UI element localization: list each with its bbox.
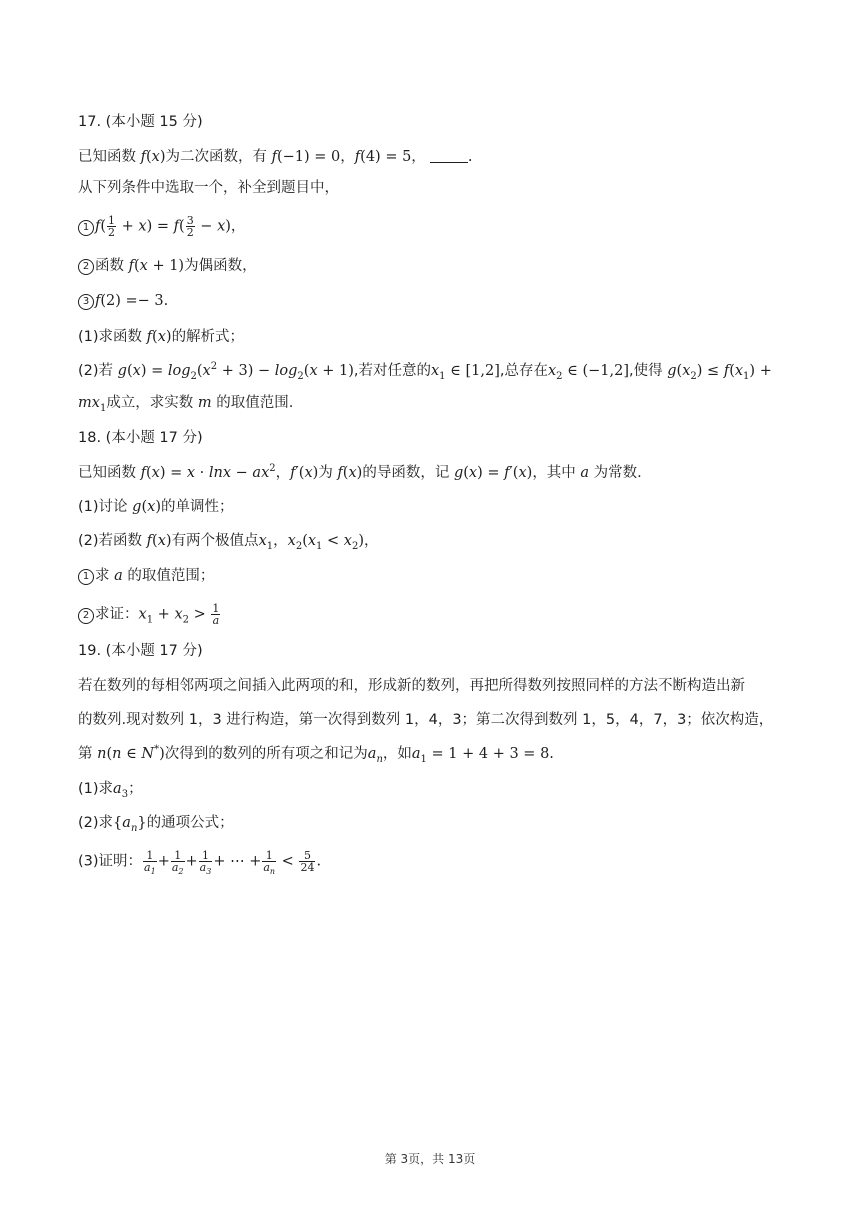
q19-part-1: (1)求$a_3$； <box>78 781 143 800</box>
q17-header: 17. (本小题 15 分) <box>78 114 203 130</box>
circled-number: 3 <box>78 294 94 310</box>
q19-statement-line-3: 第 n(n ∈ N*)次得到的数列的所有项之和记为$a_n$，如$a_1 = 1 + 4 + 3 = 8$. <box>78 744 554 765</box>
answer-blank <box>430 162 468 163</box>
q17-part-1: (1)求函数 f(x)的解析式； <box>78 329 245 345</box>
q18-part-2: (2)若函数 f(x)有两个极值点$x_1$，$x_2(x_1 < x_2)$， <box>78 533 379 552</box>
circled-number: 2 <box>78 608 94 624</box>
q18-sub-1: 1 求 a 的取值范围； <box>78 566 214 586</box>
q17-part-2-line-1: (2)若 $g(x) = \log_2(x^2 + 3) - \log_2(x + 1)$,若对任意的$x_1$ ∈ [1,2],总存在$x_2$ ∈ (−1,2],使得 $g(x_2) \le f(x_1)$ + <box>78 361 772 382</box>
q17-condition-2: 2 函数 f(x + 1)为偶函数， <box>78 256 257 276</box>
q18-header: 18. (本小题 17 分) <box>78 430 203 446</box>
page-footer: 第 3页，共 13页 <box>384 1152 476 1166</box>
q19-statement-line-2: 的数列.现对数列 1，3 进行构造，第一次得到数列 1，4，3；第二次得到数列 1，5，4，7，3；依次构造， <box>78 712 774 728</box>
circled-number: 1 <box>78 569 94 585</box>
q17-instruction: 从下列条件中选取一个，补全到题目中， <box>78 180 339 196</box>
q18-part-1: (1)讨论 g(x)的单调性； <box>78 499 234 515</box>
q19-part-2: (2)求$\{a_n\}$的通项公式； <box>78 815 234 834</box>
circled-number: 1 <box>78 220 94 236</box>
q17-part-2-line-2: $mx_1$成立，求实数 m 的取值范围. <box>78 395 294 414</box>
q18-sub-2: 2 求证：$x_1 + x_2$ > $\frac{1}{a}$ <box>78 603 221 626</box>
q17-statement: 已知函数 f(x)为二次函数，有 f(−1) = 0，f(4) = 5， . <box>78 149 473 165</box>
circled-number: 2 <box>78 259 94 275</box>
q17-condition-1: 1 f( $\frac{1}{2}$ + x) = f( $\frac{3}{2}$ − x)， <box>78 215 245 238</box>
q19-part-3: (3)证明： $\frac{1}{a_1}$ + $\frac{1}{a_2}$ + $\frac{1}{a_3}$ + ⋯ + $\frac{1}{a_n}$ < $\frac{5}{24}$ . <box>78 849 322 877</box>
q17-condition-3: 3 f(2) =− 3. <box>78 291 168 311</box>
q19-statement-line-1: 若在数列的每相邻两项之间插入此两项的和，形成新的数列，再把所得数列按照同样的方法不断构造出新 <box>78 678 745 694</box>
q19-header: 19. (本小题 17 分) <box>78 643 203 659</box>
q18-statement: 已知函数 $f(x) = x \cdot \ln x - ax^2$，f′(x)为 f(x)的导函数，记 g(x) = f′(x)，其中 a 为常数. <box>78 463 642 481</box>
